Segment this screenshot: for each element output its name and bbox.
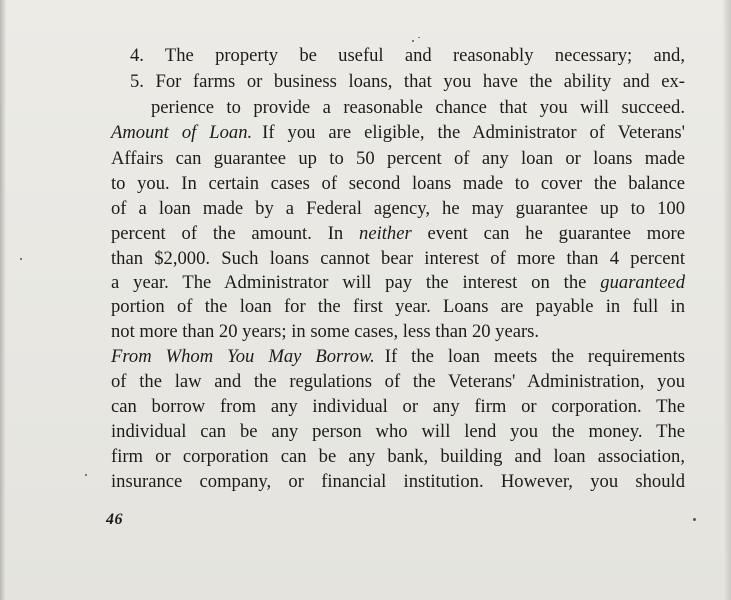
- paragraph-line: portion of the loan for the first year. Loans are payable in full in: [111, 296, 685, 317]
- list-item-5: [130, 70, 685, 94]
- paragraph-line: Affairs can guarantee up to 50 percent of any loan or loans made: [111, 148, 685, 169]
- emphasis: neither: [359, 223, 412, 244]
- paper-speck: [693, 518, 696, 521]
- paragraph-line: From Whom You May Borrow. If the loan meets the requirements: [111, 346, 685, 367]
- list-text: For farms or business loans, that you have the ability and ex-: [155, 71, 686, 92]
- paper-speck: [412, 40, 414, 42]
- list-text: The property be useful and reasonably necessary; and,: [164, 45, 685, 66]
- list-number: 4.: [130, 45, 144, 66]
- page-number: 46: [106, 511, 123, 528]
- paragraph-line: percent of the amount. In neither event can he guarantee more: [111, 223, 685, 244]
- section-heading-from-whom-you-may-borrow: From Whom You May Borrow.: [111, 346, 375, 367]
- paper-speck: [20, 258, 22, 260]
- paragraph-line: of the law and the regulations of the Veterans' Administration, you: [111, 371, 685, 392]
- list-item-4: [130, 44, 685, 68]
- paragraph-line: Amount of Loan. If you are eligible, the Administrator of Veterans': [111, 122, 686, 143]
- list-number: 5.: [130, 71, 144, 92]
- paragraph-line: can borrow from any individual or any firm or corporation. The: [111, 396, 685, 417]
- emphasis: guaranteed: [600, 272, 685, 293]
- paragraph-line: to you. In certain cases of second loans made to cover the balance: [111, 173, 685, 194]
- paragraph-line: insurance company, or financial institution. However, you should: [111, 471, 685, 492]
- paragraph-line: firm or corporation can be any bank, building and loan association,: [111, 446, 685, 467]
- list-item-5-continued: perience to provide a reasonable chance that you will succeed.: [151, 97, 685, 118]
- paper-speck: [85, 474, 87, 476]
- paragraph-line: than $2,000. Such loans cannot bear interest of more than 4 percent: [111, 248, 685, 269]
- paragraph-line: a year. The Administrator will pay the interest on the guaranteed: [111, 272, 685, 293]
- paragraph-line: not more than 20 years; in some cases, less than 20 years.: [111, 321, 540, 342]
- paper-speck: [418, 37, 420, 38]
- section-heading-amount-of-loan: Amount of Loan.: [111, 122, 253, 143]
- paragraph-line: of a loan made by a Federal agency, he may guarantee up to 100: [111, 198, 685, 219]
- paragraph-line: individual can be any person who will lend you the money. The: [111, 421, 685, 442]
